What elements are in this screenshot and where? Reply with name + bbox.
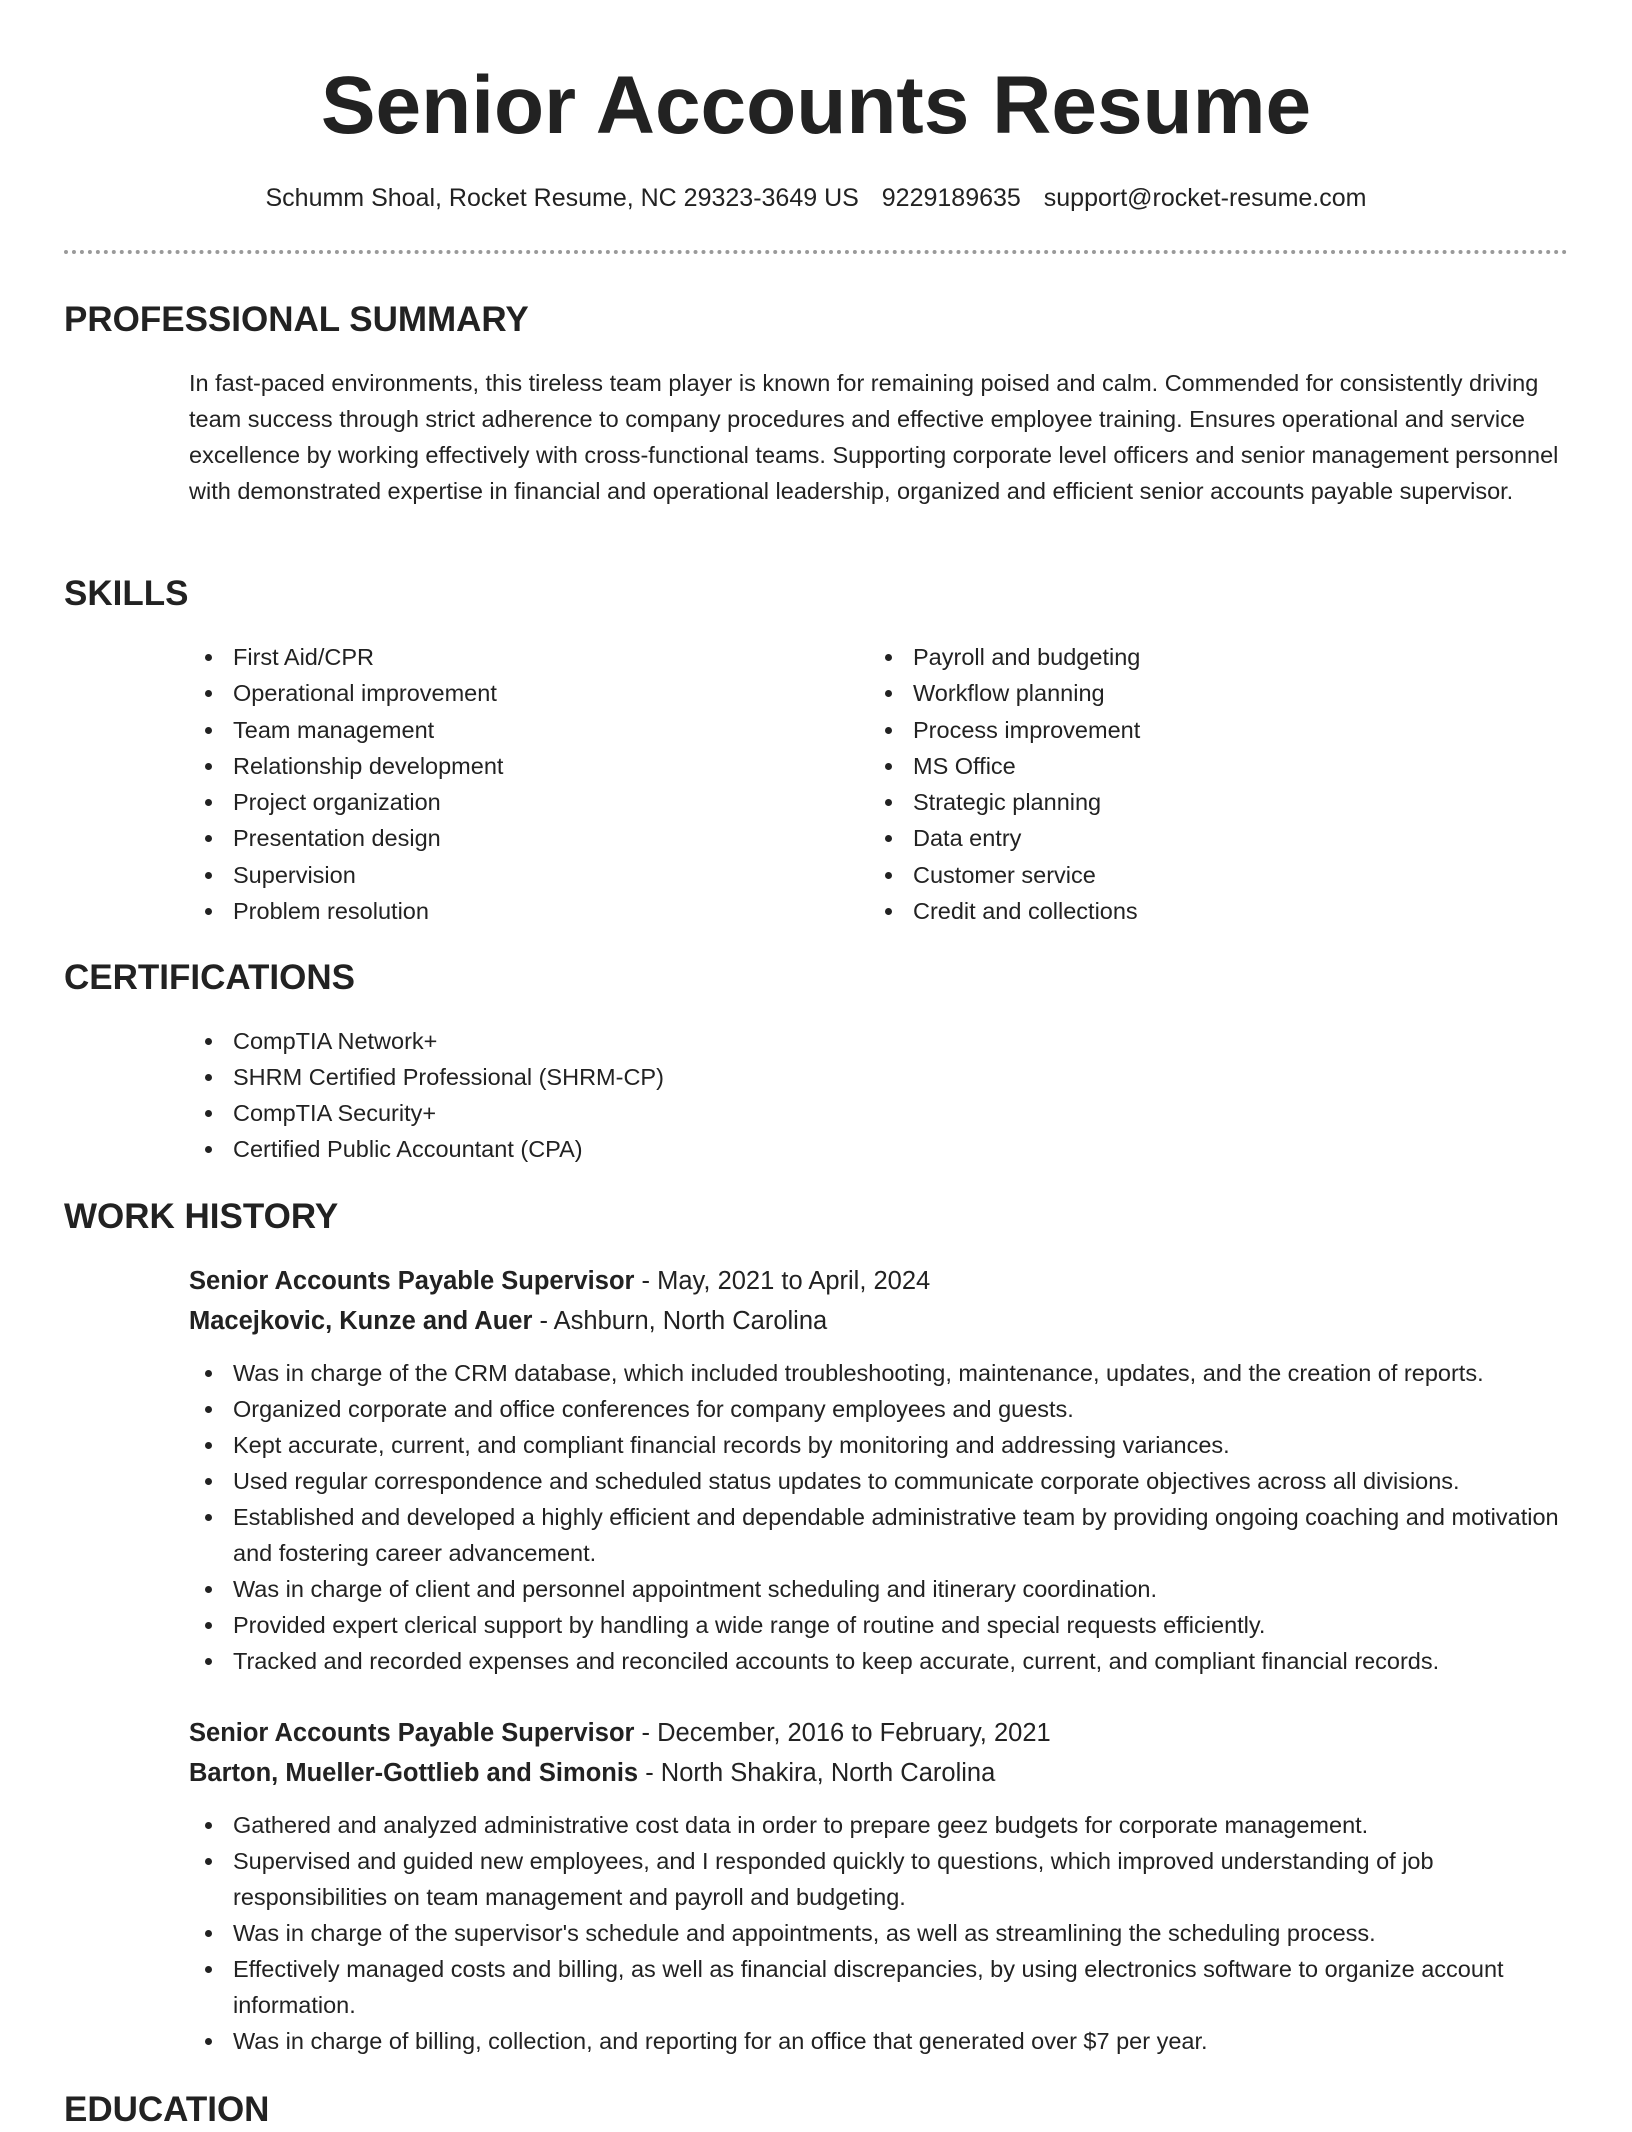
job-dates: - May, 2021 to April, 2024: [634, 1267, 931, 1295]
contact-info: [0, 180, 1632, 216]
list-item: First Aid/CPR: [189, 639, 789, 675]
list-item: Payroll and budgeting: [869, 639, 1469, 675]
contact-address: Schumm Shoal, Rocket Resume, NC 29323-3649 US: [265, 184, 859, 212]
list-item: Presentation design: [189, 820, 789, 856]
list-item: CompTIA Security+: [189, 1095, 1389, 1131]
list-item: Project organization: [189, 784, 789, 820]
contact-phone: 9229189635: [881, 184, 1021, 212]
list-item: Organized corporate and office conferences for company employees and guests.: [189, 1391, 1579, 1427]
job-location: - North Shakira, North Carolina: [638, 1759, 996, 1787]
list-item: Was in charge of billing, collection, and reporting for an office that generated over $7 per year.: [189, 2023, 1519, 2059]
list-item: Strategic planning: [869, 784, 1469, 820]
contact-email: support@rocket-resume.com: [1043, 184, 1367, 212]
header-divider: [64, 250, 1568, 254]
work-history-heading: WORK HISTORY: [64, 1197, 339, 1236]
list-item: Used regular correspondence and scheduled status updates to communicate corporate objectives across all divisions.: [189, 1463, 1579, 1499]
job-dates: - December, 2016 to February, 2021: [634, 1719, 1051, 1747]
job-bullets: [189, 1355, 1579, 1679]
education-heading: EDUCATION: [64, 2090, 270, 2129]
list-item: Workflow planning: [869, 675, 1469, 711]
list-item: Tracked and recorded expenses and reconciled accounts to keep accurate, current, and compliant financial records.: [189, 1643, 1579, 1679]
list-item: Problem resolution: [189, 893, 789, 929]
list-item: Operational improvement: [189, 675, 789, 711]
job-title: Senior Accounts Payable Supervisor: [189, 1719, 635, 1747]
job-title-line: [189, 1714, 1051, 1752]
job-title-line: [189, 1262, 930, 1300]
job-company-line: [189, 1302, 827, 1340]
job-company: Barton, Mueller-Gottlieb and Simonis: [189, 1759, 639, 1787]
list-item: Supervision: [189, 857, 789, 893]
job-company: Macejkovic, Kunze and Auer: [189, 1307, 533, 1335]
list-item: SHRM Certified Professional (SHRM-CP): [189, 1059, 1389, 1095]
certifications-heading: CERTIFICATIONS: [64, 958, 356, 997]
list-item: Customer service: [869, 857, 1469, 893]
list-item: Gathered and analyzed administrative cost data in order to prepare geez budgets for corporate management.: [189, 1807, 1519, 1843]
job-bullets: [189, 1807, 1519, 2059]
job-location: - Ashburn, North Carolina: [532, 1307, 828, 1335]
list-item: CompTIA Network+: [189, 1023, 1389, 1059]
skills-heading: SKILLS: [64, 574, 189, 613]
list-item: Credit and collections: [869, 893, 1469, 929]
list-item: Kept accurate, current, and compliant financial records by monitoring and addressing variances.: [189, 1427, 1579, 1463]
list-item: Relationship development: [189, 748, 789, 784]
job-title: Senior Accounts Payable Supervisor: [189, 1267, 635, 1295]
list-item: Team management: [189, 712, 789, 748]
skills-list-left: [189, 639, 789, 929]
list-item: Supervised and guided new employees, and I responded quickly to questions, which improved understanding of job responsibilities on team management and payroll and budgeting.: [189, 1843, 1519, 1915]
resume-title: Senior Accounts Resume: [320, 60, 1312, 151]
list-item: Established and developed a highly efficient and dependable administrative team by providing ongoing coaching and motivation and fostering career advancement.: [189, 1499, 1579, 1571]
list-item: Data entry: [869, 820, 1469, 856]
list-item: Effectively managed costs and billing, as well as financial discrepancies, by using electronics software to organize account information.: [189, 1951, 1519, 2023]
list-item: Was in charge of the CRM database, which included troubleshooting, maintenance, updates, and the creation of reports.: [189, 1355, 1579, 1391]
list-item: Process improvement: [869, 712, 1469, 748]
summary-heading: PROFESSIONAL SUMMARY: [64, 300, 529, 339]
list-item: Provided expert clerical support by handling a wide range of routine and special requests efficiently.: [189, 1607, 1579, 1643]
list-item: Certified Public Accountant (CPA): [189, 1131, 1389, 1167]
job-company-line: [189, 1754, 995, 1792]
skills-list-right: [869, 639, 1469, 929]
list-item: Was in charge of client and personnel appointment scheduling and itinerary coordination.: [189, 1571, 1579, 1607]
list-item: MS Office: [869, 748, 1469, 784]
list-item: Was in charge of the supervisor's schedule and appointments, as well as streamlining the scheduling process.: [189, 1915, 1519, 1951]
summary-text: In fast-paced environments, this tireless team player is known for remaining poised and calm. Commended for consistently driving team success through strict adherence to company procedures and effective employee training. Ensures operational and service excellence by working effectively with cross-functional teams. Supporting corporate level officers and senior management personnel with demonstrated expertise in financial and operational leadership, organized and efficient senior accounts payable supervisor.: [189, 370, 1559, 504]
certifications-list: [189, 1023, 1389, 1167]
